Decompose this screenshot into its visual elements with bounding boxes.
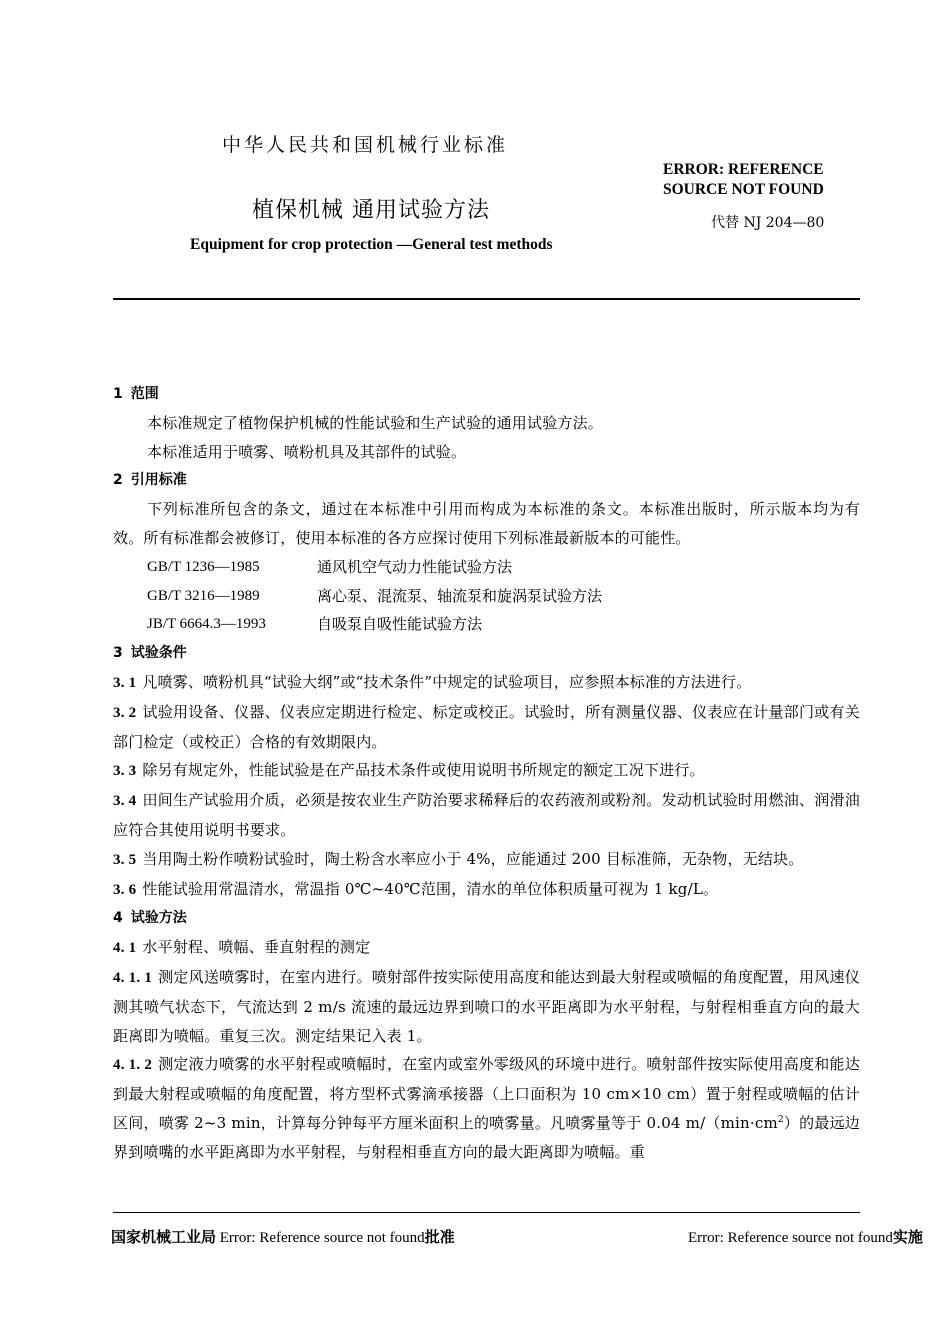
- implementation-line: [688, 1226, 923, 1247]
- superscript: 2: [777, 1114, 784, 1125]
- ref-error-line-2: SOURCE NOT FOUND: [663, 181, 824, 198]
- clause: [113, 668, 860, 698]
- section-heading-scope: [113, 380, 860, 409]
- section-title: 范围: [130, 386, 159, 402]
- section-heading-test-methods: [113, 904, 860, 933]
- approval-line: [111, 1226, 455, 1247]
- section-heading-test-conditions: [113, 639, 860, 668]
- clause-number: 3. 2: [113, 704, 137, 721]
- clause-text: 当用陶土粉作喷粉试验时，陶土粉含水率应小于 4%，应能通过 200 目标准筛，无杂物，无结块。: [142, 849, 804, 868]
- clause-text: 试验用设备、仪器、仪表应定期进行检定、标定或校正。试验时，所有测量仪器、仪表应在计量部门或有关部门检定（或校正）合格的有效期限内。: [113, 702, 860, 751]
- document-subtitle-en: Equipment for crop protection —General test methods: [190, 236, 553, 253]
- clause-number: 3. 3: [113, 763, 137, 780]
- implementation-date-error: Error: Reference source not found: [688, 1230, 893, 1246]
- clause: [113, 933, 860, 963]
- paragraph: 本标准规定了植物保护机械的性能试验和生产试验的通用试验方法。: [147, 413, 604, 432]
- reference-name: 通风机空气动力性能试验方法: [317, 557, 513, 576]
- reference-name: 自吸泵自吸性能试验方法: [317, 615, 483, 634]
- section-title: 引用标准: [130, 472, 187, 489]
- clause-number: 4. 1: [113, 940, 137, 957]
- footer-rule: [113, 1212, 860, 1213]
- approval-label: 批准: [424, 1228, 455, 1246]
- implementation-label: 实施: [892, 1228, 923, 1246]
- reference-item: [113, 610, 860, 639]
- section-title: 试验方法: [130, 910, 187, 927]
- standard-number-error: [663, 160, 853, 200]
- clause-number: 3. 6: [113, 881, 137, 898]
- clause: [113, 875, 860, 905]
- approval-date-error: Error: Reference source not found: [216, 1230, 425, 1246]
- paragraph: 本标准适用于喷雾、喷粉机具及其部件的试验。: [147, 442, 467, 461]
- reference-item: [113, 582, 860, 611]
- section-number: 1: [113, 386, 123, 402]
- clause-number: 3. 1: [113, 674, 137, 691]
- ref-error-line-1: ERROR: REFERENCE: [663, 161, 824, 178]
- clause-text: 凡喷雾、喷粉机具“试验大纲”或“技术条件”中规定的试验项目，应参照本标准的方法进行。: [142, 672, 752, 691]
- clause-text: 测定风送喷雾时，在室内进行。喷射部件按实际使用高度和能达到最大射程或喷幅的角度配置，用风速仪测其喷气状态下，气流达到 2 m/s 流速的最远边界到喷口的水平距离即为水平射程，与射程相垂直方向的最大距离即为喷幅。重复三次。测定结果记入表 1。: [113, 967, 860, 1045]
- clause-text: 性能试验用常温清水，常温指 0℃~40℃范围，清水的单位体积质量可视为 1 kg/L。: [142, 879, 719, 898]
- reference-code: GB/T 1236—1985: [147, 558, 260, 575]
- approving-authority: 国家机械工业局: [111, 1228, 217, 1246]
- reference-code: GB/T 3216—1989: [147, 587, 260, 604]
- clause-number: 3. 4: [113, 793, 137, 810]
- section-number: 4: [113, 910, 123, 927]
- section-heading-references: [113, 466, 860, 495]
- replaces-standard: 代替 NJ 204—80: [711, 215, 825, 231]
- clause-text-cont: ）的最远边界到喷嘴的水平距离即为水平射程，与射程相垂直方向的最大距离即为喷幅。重: [113, 1113, 860, 1161]
- section-number: 2: [113, 472, 123, 489]
- reference-name: 离心泵、混流泵、轴流泵和旋涡泵试验方法: [317, 586, 603, 605]
- header-rule: [113, 298, 860, 300]
- document-body: [113, 380, 860, 1167]
- clause: [113, 698, 860, 757]
- reference-code: JB/T 6664.3—1993: [147, 616, 266, 633]
- clause-text: 测定液力喷雾的水平射程或喷幅时，在室内或室外零级风的环境中进行。喷射部件按实际使用高度和能达到最大射程或喷幅的角度配置，将方型杯式雾滴承接器（上口面积为 10 cm×10 cm）置于射程或喷幅的估计区间，喷雾 2~3 min，计算每分钟每平方厘米面积上的喷雾量。凡喷雾量等于 0.04 m/（min·cm: [113, 1055, 860, 1132]
- clause-text: 田间生产试验用介质，必须是按农业生产防治要求稀释后的农药液剂或粉剂。发动机试验时用燃油、润滑油应符合其使用说明书要求。: [113, 791, 860, 839]
- section-number: 3: [113, 645, 123, 662]
- clause: [113, 963, 860, 1050]
- clause: [113, 845, 860, 875]
- document-title: 植保机械 通用试验方法: [252, 198, 490, 223]
- clause-text: 除另有规定外，性能试验是在产品技术条件或使用说明书所规定的额定工况下进行。: [142, 761, 705, 780]
- clause-number: 4. 1. 2: [113, 1057, 153, 1074]
- paragraph: 下列标准所包含的条文，通过在本标准中引用而构成为本标准的条文。本标准出版时，所示版本均为有效。所有标准都会被修订，使用本标准的各方应探讨使用下列标准最新版本的可能性。: [113, 500, 860, 547]
- reference-item: [113, 553, 860, 582]
- issuing-organization: 中华人民共和国机械行业标准: [222, 134, 509, 156]
- clause: [113, 1050, 860, 1166]
- clause-number: 3. 5: [113, 851, 137, 868]
- clause-text: 水平射程、喷幅、垂直射程的测定: [142, 938, 371, 957]
- clause: [113, 756, 860, 786]
- section-title: 试验条件: [130, 645, 187, 662]
- clause-number: 4. 1. 1: [113, 969, 153, 986]
- clause: [113, 786, 860, 845]
